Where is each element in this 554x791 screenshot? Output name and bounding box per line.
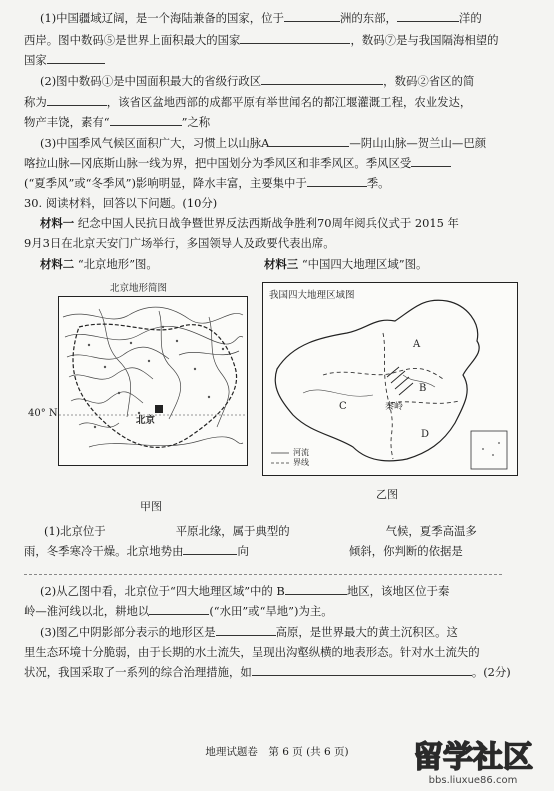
text: 。(2分) xyxy=(471,665,511,679)
q3-line2 xyxy=(24,155,504,171)
region-d-label: D xyxy=(421,429,430,440)
map2-caption: 乙图 xyxy=(376,488,398,501)
q1-line1 xyxy=(40,10,520,26)
text: 称为 xyxy=(24,95,47,109)
page-footer: 地理试题卷 第 6 页 (共 6 页) xyxy=(205,746,349,758)
q3-line1 xyxy=(40,135,520,151)
answer-blank[interactable] xyxy=(252,664,472,676)
text: 洋的 xyxy=(458,11,482,25)
text: 平原北缘，属于典型的 xyxy=(175,524,290,538)
sub3-line3 xyxy=(24,664,511,680)
china-regions-map xyxy=(262,282,518,476)
material1 xyxy=(40,215,520,231)
text: (“夏季风”或“冬季风”)影响明显，降水丰富，主要集中于 xyxy=(24,176,307,190)
q2-line1 xyxy=(40,73,520,89)
text: 季。 xyxy=(366,176,390,190)
watermark-logo xyxy=(396,733,551,787)
answer-blank[interactable] xyxy=(261,73,383,85)
region-c-label: C xyxy=(339,401,347,412)
region-b-label: B xyxy=(419,383,427,394)
answer-blank[interactable] xyxy=(106,524,176,535)
answer-blank[interactable] xyxy=(24,563,502,575)
q1-line2 xyxy=(24,32,504,48)
material2 xyxy=(40,256,240,272)
map1-caption: 甲图 xyxy=(140,500,162,513)
text: 向 xyxy=(237,544,249,558)
text: 岭—淮河线以北，耕地以 xyxy=(24,604,150,618)
material3 xyxy=(264,256,484,272)
sub3-line2: 里生态环境十分脆弱，由于长期的水土流失，呈现出沟壑纵横的地表形态。针对水土流失的 xyxy=(24,645,480,659)
watermark-graphic xyxy=(396,733,551,787)
text: (1)中国疆域辽阔，是一个海陆兼备的国家，位于 xyxy=(40,11,284,25)
answer-blank[interactable] xyxy=(290,524,386,535)
text: 倾斜，你判断的依据是 xyxy=(348,544,463,558)
latitude-label: 40° N xyxy=(28,408,58,419)
text: ，该省区盆地西部的成都平原有举世闻名的都江堰灌溉工程，农业发达， xyxy=(106,95,472,109)
material3-label: 材料三 xyxy=(264,257,299,271)
text: 雨，冬季寒冷干燥。北京地势由 xyxy=(24,544,184,558)
text: (3)中国季风气候区面积广大，习惯上以山脉A xyxy=(40,136,270,150)
answer-blank[interactable] xyxy=(149,603,209,615)
text: 国家 xyxy=(24,53,47,67)
svg-text:留学社区: 留学社区 xyxy=(413,740,533,775)
text: ，数码⑦是与我国隔海相望的 xyxy=(350,33,499,47)
legend-river: 河流 xyxy=(293,448,309,457)
sub1-line2 xyxy=(24,543,504,559)
region-a-label: A xyxy=(413,339,421,350)
answer-blank[interactable] xyxy=(47,94,107,106)
text: 状况，我国采取了一系列的综合治理措施，如 xyxy=(24,665,252,679)
beijing-terrain-map xyxy=(58,296,248,466)
answer-blank[interactable] xyxy=(411,155,451,167)
svg-text:bbs.liuxue86.com: bbs.liuxue86.com xyxy=(428,775,518,786)
q1-line3 xyxy=(24,52,504,68)
text: (2)从乙图中看，北京位于“四大地理区域”中的 B xyxy=(40,584,285,598)
sub2-line1 xyxy=(40,583,520,599)
answer-blank[interactable] xyxy=(285,583,347,595)
answer-blank[interactable] xyxy=(397,10,459,22)
text: 洲的东部， xyxy=(339,11,397,25)
text: 气候，夏季高温多 xyxy=(385,524,477,538)
answer-blank[interactable] xyxy=(110,114,182,126)
q2-line3 xyxy=(24,114,504,130)
sub1-line3 xyxy=(24,563,504,579)
sub3-line1 xyxy=(40,624,520,640)
material1-text: 纪念中国人民抗日战争暨世界反法西斯战争胜利70周年阅兵仪式于 2015 年 xyxy=(77,216,459,230)
legend-boundary: 界线 xyxy=(293,458,309,467)
beijing-label: 北京 xyxy=(136,415,156,426)
text: 喀拉山脉—冈底斯山脉一线为界，把中国划分为季风区和非季风区。季风区受 xyxy=(24,156,412,170)
material1-label: 材料一 xyxy=(40,216,75,230)
answer-blank[interactable] xyxy=(47,52,105,64)
text: —阴山山脉—贺兰山—巴颜 xyxy=(349,136,487,150)
text: (“水田”或“旱地”)为主。 xyxy=(209,604,333,618)
q3-line3 xyxy=(24,175,504,191)
map2-title: 我国四大地理区域图 xyxy=(269,290,355,301)
answer-blank[interactable] xyxy=(307,175,367,187)
text: ，数码②省区的简 xyxy=(383,74,475,88)
sub1-line1 xyxy=(44,523,524,539)
beijing-terrain-graphic xyxy=(59,297,247,465)
answer-blank[interactable] xyxy=(240,32,350,44)
text: 西岸。图中数码⑤是世界上面积最大的国家 xyxy=(24,33,241,47)
sub2-line2 xyxy=(24,603,504,619)
material2-text: “北京地形”图。 xyxy=(77,257,158,271)
text: 物产丰饶，素有“ xyxy=(24,115,110,129)
text: (2)图中数码①是中国面积最大的省级行政区 xyxy=(40,74,262,88)
material3-text: “中国四大地理区域”图。 xyxy=(301,257,428,271)
material2-label: 材料二 xyxy=(40,257,75,271)
answer-blank[interactable] xyxy=(249,544,349,555)
q2-line2 xyxy=(24,94,504,110)
text: (1)北京位于 xyxy=(44,524,106,538)
answer-blank[interactable] xyxy=(216,624,276,636)
answer-blank[interactable] xyxy=(284,10,340,22)
q30-title: 30. 阅读材料，回答以下问题。(10分) xyxy=(24,196,218,210)
text: 高原，是世界最大的黄土沉积区。这 xyxy=(275,625,458,639)
text: ”之称 xyxy=(181,115,211,129)
text: (3)图乙中阴影部分表示的地形区是 xyxy=(40,625,216,639)
qinling-label: 秦岭 xyxy=(385,402,404,412)
answer-blank[interactable] xyxy=(183,543,237,555)
material1-line2: 9月3日在北京天安门广场举行，多国领导人及政要代表出席。 xyxy=(24,236,335,250)
map1-title: 北京地形简图 xyxy=(110,283,168,294)
answer-blank[interactable] xyxy=(269,135,349,147)
text: 地区，该地区位于秦 xyxy=(346,584,450,598)
